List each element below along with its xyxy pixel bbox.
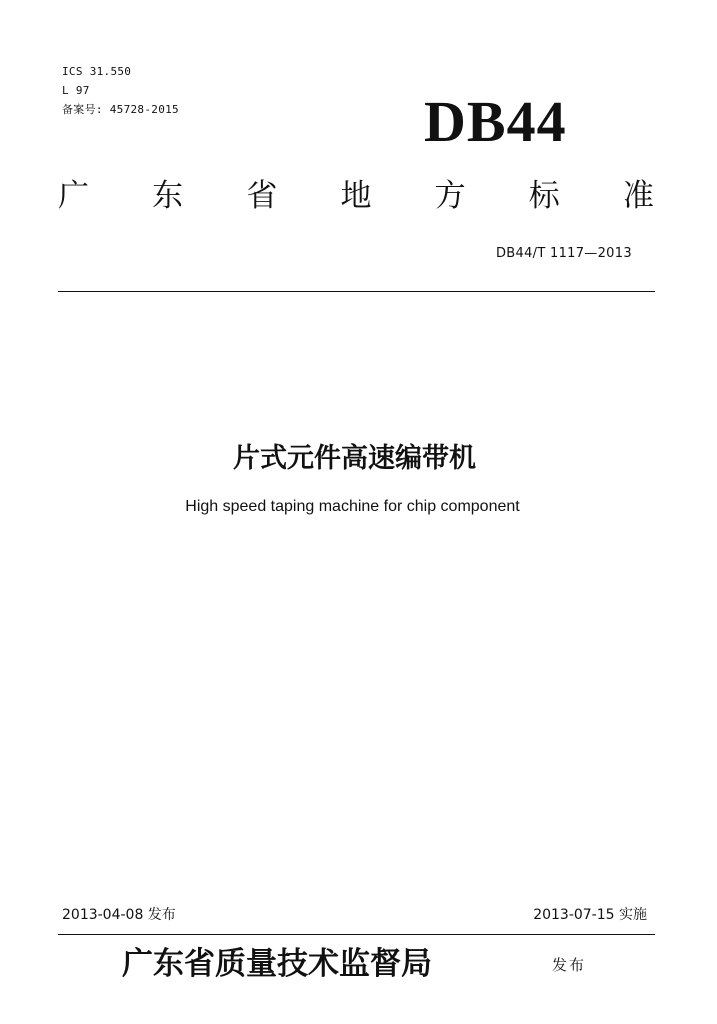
standard-type-char: 省 [246, 178, 278, 214]
standard-type-heading [58, 176, 654, 216]
issue-date: 2013-04-08 发布 [62, 907, 176, 923]
standard-type-char: 标 [528, 178, 560, 214]
publisher-name: 广东省质量技术监督局 [122, 946, 432, 982]
standard-type-char: 方 [434, 178, 466, 214]
db44-logo: DB44 [424, 89, 567, 154]
standard-type-char: 广 [58, 178, 89, 214]
document-title-english: High speed taping machine for chip component [185, 498, 520, 515]
publish-label: 发布 [552, 956, 587, 974]
standard-number: DB44/T 1117—2013 [496, 246, 632, 261]
filing-number: 备案号: 45728-2015 [62, 103, 179, 116]
bottom-divider [58, 934, 655, 935]
implementation-date: 2013-07-15 实施 [533, 907, 647, 923]
ics-code: ICS 31.550 [62, 65, 132, 78]
standard-type-char: 准 [622, 178, 654, 214]
document-title-chinese: 片式元件高速编带机 [233, 443, 476, 474]
ccs-code: L 97 [62, 84, 90, 97]
standard-type-char: 地 [340, 178, 372, 214]
standard-type-char: 东 [152, 178, 184, 214]
top-divider [58, 291, 655, 292]
